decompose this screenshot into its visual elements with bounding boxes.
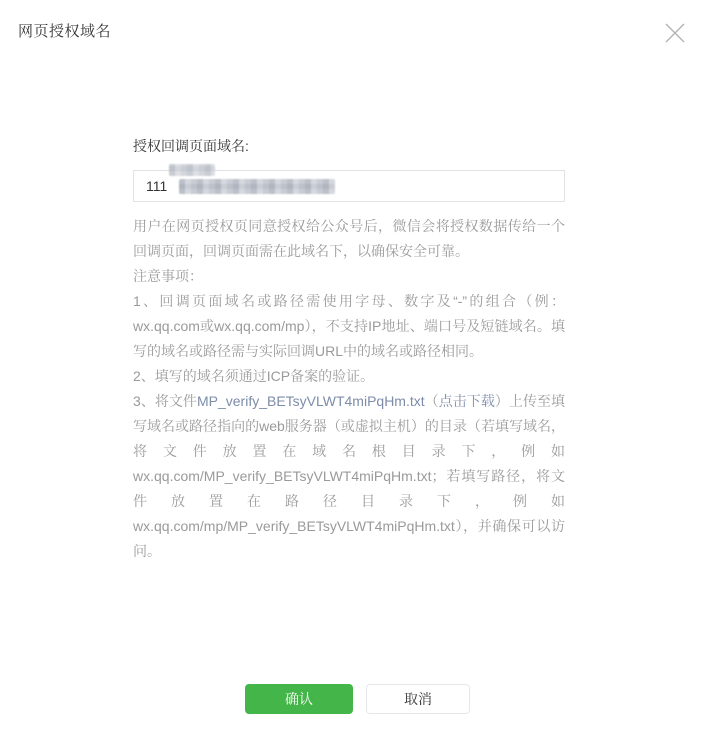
callback-domain-input[interactable] xyxy=(133,170,565,202)
confirm-button[interactable]: 确认 xyxy=(245,684,353,714)
note3-suffix: ）上传至填写域名或路径指向的web服务器（或虚拟主机）的目录（若填写域名，将文件放置在域名根目录下，例如wx.qq.com/MP_verify_BETsyVLWT4miPqHm.txt；若填写路径，将文件放置在路径目录下，例如wx.qq.com/mp/MP_verify_BETsyVLWT4miPqHm.txt），并确保可以访问。 xyxy=(133,393,566,559)
note3-paren: （ xyxy=(424,393,439,409)
cancel-button[interactable]: 取消 xyxy=(366,684,470,714)
notice-item-1: 1、回调页面域名或路径需使用字母、数字及“-”的组合（例：wx.qq.com或wx.qq.com/mp），不支持IP地址、端口号及短链域名。填写的域名或路径需与实际回调URL中的域名或路径相同。 xyxy=(133,293,565,359)
callback-domain-input-wrap xyxy=(133,170,565,202)
notice-title: 注意事项： xyxy=(133,268,203,284)
dialog-title: 网页授权域名 xyxy=(18,23,112,40)
dialog-content xyxy=(133,136,565,564)
instructions-text xyxy=(133,214,565,564)
verify-file-link[interactable]: MP_verify_BETsyVLWT4miPqHm.txt xyxy=(196,393,425,409)
close-icon[interactable] xyxy=(663,21,687,45)
notice-item-3 xyxy=(133,389,565,564)
click-download-link[interactable]: 点击下载 xyxy=(438,393,495,409)
dialog-footer xyxy=(0,684,715,714)
notice-item-2: 2、填写的域名须通过ICP备案的验证。 xyxy=(133,368,375,384)
callback-domain-label: 授权回调页面域名: xyxy=(133,138,249,154)
instructions-intro: 用户在网页授权页同意授权给公众号后，微信会将授权数据传给一个回调页面，回调页面需在此域名下，以确保安全可靠。 xyxy=(133,218,565,259)
note3-prefix: 3、将文件 xyxy=(133,393,197,409)
